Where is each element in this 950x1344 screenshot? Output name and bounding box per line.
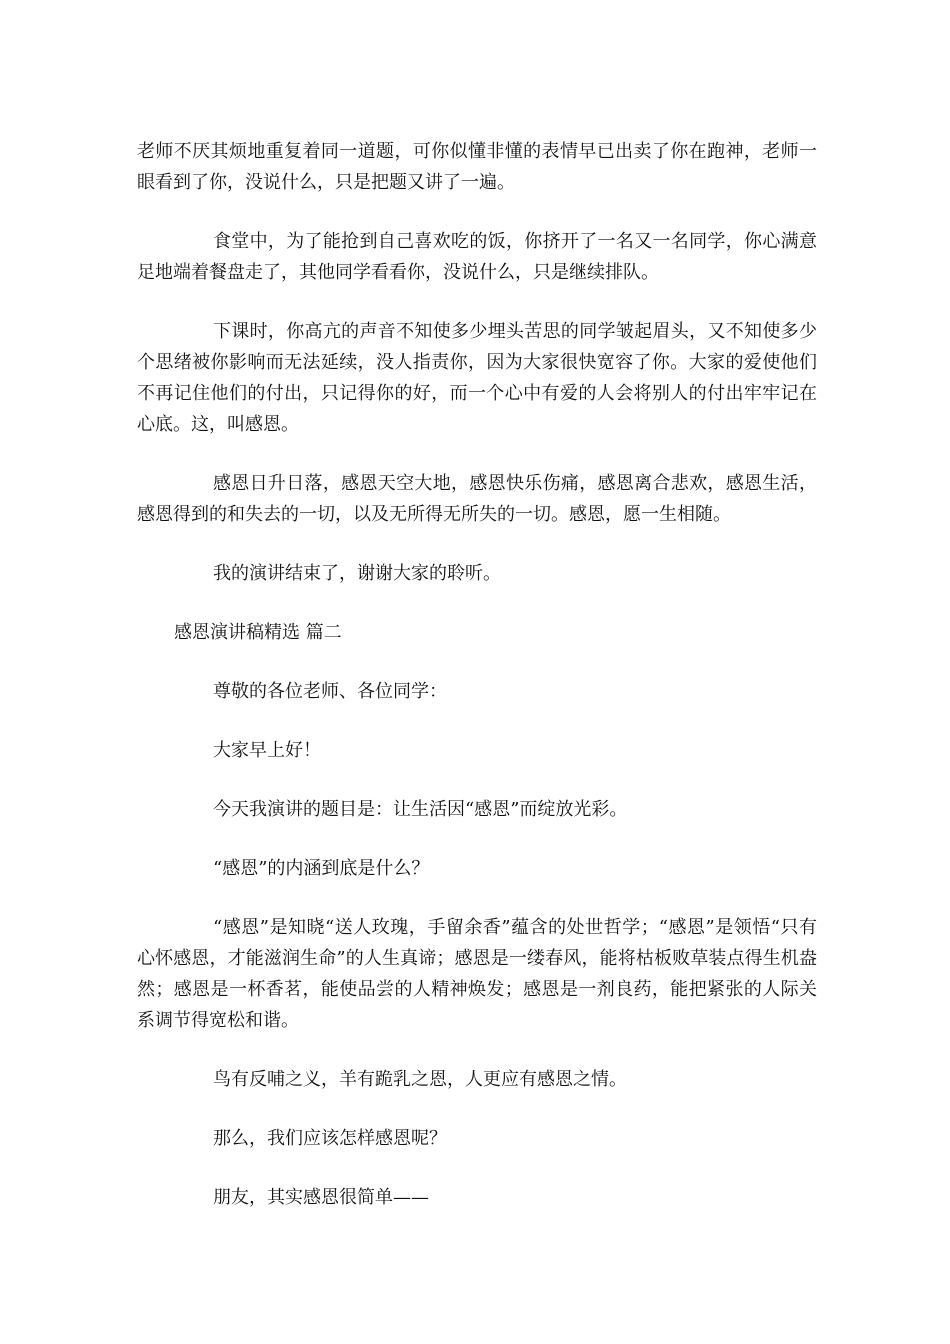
paragraph-speech-end: 我的演讲结束了，谢谢大家的聆听。	[213, 563, 501, 584]
paragraph-teacher-repeats: 老师不厌其烦地重复着同一道题，可你似懂非懂的表情早已出卖了你在跑神，老师一眼看到了你，没说什么，只是把题又讲了一遍。	[137, 141, 817, 193]
paragraph-bird-sheep: 鸟有反哺之义，羊有跪乳之恩，人更应有感恩之情。	[213, 1069, 627, 1090]
paragraph-question: “感恩”的内涵到底是什么？	[213, 858, 430, 879]
paragraph-gratitude-list: 感恩日升日落，感恩天空大地，感恩快乐伤痛，感恩离合悲欢，感恩生活，感恩得到的和失去的一切，以及无所得无所失的一切。感恩，愿一生相随。	[137, 473, 817, 525]
paragraph-canteen: 食堂中，为了能抢到自己喜欢吃的饭，你挤开了一名又一名同学，你心满意足地端着餐盘走了，其他同学看看你，没说什么，只是继续排队。	[137, 231, 817, 283]
document-body	[137, 136, 817, 1241]
paragraph-after-class: 下课时，你高亢的声音不知使多少埋头苦思的同学皱起眉头，又不知使多少个思绪被你影响而无法延续，没人指责你，因为大家很快宽容了你。大家的爱使他们不再记住他们的付出，只记得你的好，而一个心中有爱的人会将别人的付出牢牢记在心底。这，叫感恩。	[137, 321, 817, 435]
section-heading: 感恩演讲稿精选 篇二	[174, 622, 342, 643]
paragraph-greeting: 大家早上好！	[213, 740, 321, 761]
paragraph-speech-topic: 今天我演讲的题目是：让生活因“感恩”而绽放光彩。	[213, 799, 628, 820]
paragraph-friends: 朋友，其实感恩很简单——	[213, 1187, 429, 1208]
paragraph-salutation: 尊敬的各位老师、各位同学：	[213, 681, 447, 702]
paragraph-meaning: “感恩”是知晓“送人玫瑰，手留余香”蕴含的处世哲学；“感恩”是领悟“只有心怀感恩，才能滋润生命”的人生真谛；感恩是一缕春风，能将枯板败草装点得生机盎然；感恩是一杯香茗，能使品尝的人精神焕发；感恩是一剂良药，能把紧张的人际关系调节得宽松和谐。	[137, 917, 817, 1031]
paragraph-how-to: 那么，我们应该怎样感恩呢？	[213, 1128, 447, 1149]
